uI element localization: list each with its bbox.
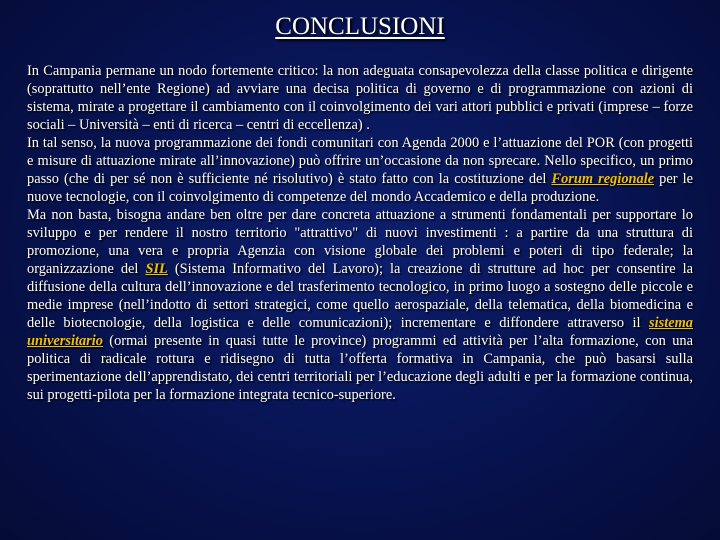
slide-body (27, 62, 693, 404)
sistema-universitario-link[interactable]: sistema universitario (27, 315, 693, 349)
sil-link[interactable]: SIL (145, 261, 168, 277)
paragraph-text: In tal senso, la nuova programmazione dei fondi comunitari con Agenda 2000 e l’attuazione del POR (con progetti e misure di attuazione mirate all’innovazione) può offrire un’occasione da non sprecare. Nello specifico, un primo passo (che di per sé non è sufficiente né risolutivo) è stato fatto con la costituzione del (27, 135, 693, 187)
slide-title: CONCLUSIONI (275, 13, 445, 40)
paragraph-programmazione (27, 134, 693, 206)
forum-regionale-link[interactable]: Forum regionale (551, 171, 655, 187)
paragraph-text: (ormai presente in quasi tutte le province) programmi ed attività per l’alta formazione, con una politica di radicale rottura e ridisegno di tutta l’offerta formativa in Campania, che può basarsi sulla sperimentazione dell’apprendistato, dei centri territoriali per l’educazione degli adulti e per la formazione continua, sui progetti-pilota per la formazione integrata tecnico-superiore. (27, 333, 693, 403)
paragraph-text: (Sistema Informativo del Lavoro); la creazione di strutture ad hoc per consentire la diffusione della cultura dell’innovazione e del trasferimento tecnologico, in primo luogo a sostegno delle piccole e medie imprese (nell’indotto di settori strategici, come quello aerospaziale, della telematica, della biomedicina e delle biotecnologie, della logistica e delle comunicazioni); incrementare e diffondere attraverso il (27, 261, 694, 331)
paragraph-text: Ma non basta, bisogna andare ben oltre per dare concreta attuazione a strumenti fondamentali per supportare lo sviluppo e per rendere il nostro territorio "attrattivo" di nuovi investimenti : a partire da una struttura di promozione, una vera e propria Agenzia con visione globale dei problemi e poteri di tipo federale; la organizzazione del (27, 207, 693, 277)
paragraph-strumenti (27, 206, 693, 404)
paragraph-intro: In Campania permane un nodo fortemente critico: la non adeguata consapevolezza della classe politica e dirigente (soprattutto nell’ente Regione) ad avviare una decisa politica di governo e di programmazione con azioni di sistema, mirate a progettare il cambiamento con il coinvolgimento dei vari attori pubblici e privati (imprese – forze sociali – Università – enti di ricerca – centri di eccellenza) . (27, 63, 693, 133)
paragraph-text: per le nuove tecnologie, con il coinvolgimento di competenze del mondo Accademico e della produzione. (27, 171, 693, 205)
